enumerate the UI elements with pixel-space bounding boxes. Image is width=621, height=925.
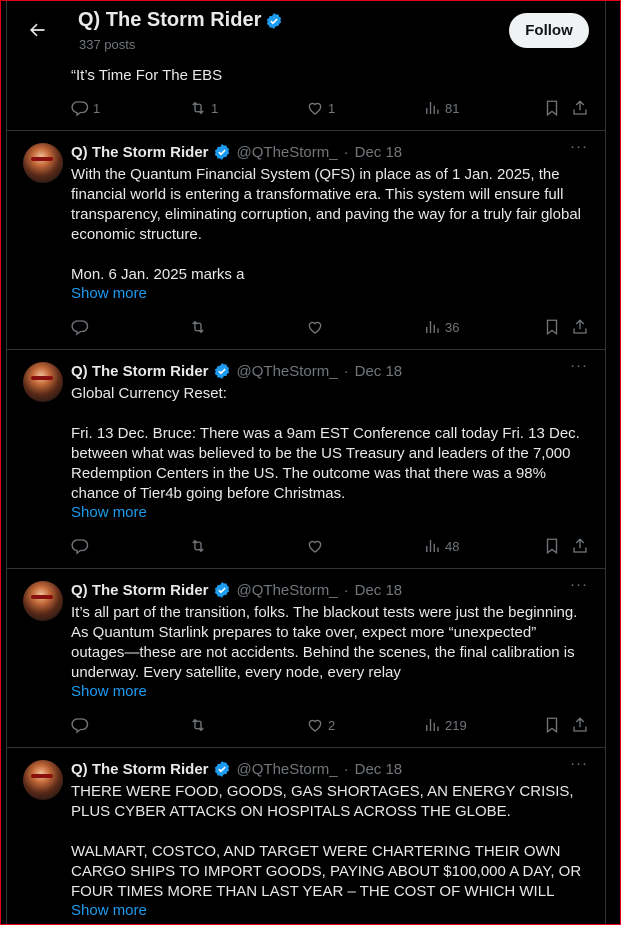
views-icon	[423, 318, 441, 336]
post[interactable]	[7, 748, 605, 925]
bookmark-icon	[543, 716, 561, 734]
separator-dot: ·	[343, 760, 349, 778]
author-name[interactable]: Q) The Storm Rider	[71, 143, 209, 161]
views-button[interactable]	[423, 536, 459, 556]
arrow-left-icon	[27, 20, 47, 40]
verified-badge-icon	[265, 12, 283, 30]
repost-icon	[189, 318, 207, 336]
post-actions	[71, 317, 589, 337]
reply-count: 1	[93, 100, 101, 116]
separator-dot: ·	[343, 581, 349, 599]
heart-icon	[306, 537, 324, 555]
like-count: 1	[328, 100, 336, 116]
more-options-icon[interactable]: ···	[570, 755, 588, 772]
post-date[interactable]: Dec 18	[354, 143, 403, 161]
show-more-link[interactable]: Show more	[71, 683, 147, 700]
views-count: 36	[445, 319, 460, 335]
like-button[interactable]	[306, 715, 335, 735]
post-meta	[71, 362, 402, 380]
author-name[interactable]: Q) The Storm Rider	[71, 760, 209, 778]
reply-button[interactable]	[71, 536, 93, 556]
avatar[interactable]	[23, 143, 63, 183]
views-icon	[423, 716, 441, 734]
views-button[interactable]	[423, 715, 467, 735]
avatar[interactable]	[23, 362, 63, 402]
verified-badge-icon	[213, 760, 231, 778]
bookmark-button[interactable]	[543, 98, 561, 118]
verified-badge-icon	[213, 143, 231, 161]
repost-icon	[189, 716, 207, 734]
views-icon	[423, 537, 441, 555]
post-count: 337 posts	[79, 37, 136, 52]
post-actions	[71, 715, 589, 735]
avatar[interactable]	[23, 581, 63, 621]
author-name[interactable]: Q) The Storm Rider	[71, 581, 209, 599]
author-name[interactable]: Q) The Storm Rider	[71, 362, 209, 380]
heart-icon	[306, 99, 324, 117]
like-button[interactable]	[306, 536, 328, 556]
bookmark-icon	[543, 99, 561, 117]
post[interactable]	[7, 131, 605, 350]
repost-count: 1	[211, 100, 219, 116]
share-icon	[571, 716, 589, 734]
repost-icon	[189, 537, 207, 555]
timeline-column	[6, 0, 606, 925]
reply-icon	[71, 537, 89, 555]
show-more-link[interactable]: Show more	[71, 285, 147, 302]
bookmark-icon	[543, 318, 561, 336]
repost-button[interactable]	[189, 98, 218, 118]
views-count: 48	[445, 538, 460, 554]
separator-dot: ·	[343, 143, 349, 161]
repost-button[interactable]	[189, 715, 211, 735]
author-handle[interactable]: @QTheStorm_	[236, 143, 338, 161]
views-count: 81	[445, 100, 460, 116]
post-date[interactable]: Dec 18	[354, 581, 403, 599]
bookmark-icon	[543, 537, 561, 555]
share-icon	[571, 318, 589, 336]
share-icon	[571, 99, 589, 117]
follow-button[interactable]: Follow	[509, 13, 589, 48]
post-meta	[71, 581, 402, 599]
post-meta	[71, 143, 402, 161]
heart-icon	[306, 318, 324, 336]
post-text: THERE WERE FOOD, GOODS, GAS SHORTAGES, AN ENERGY CRISIS, PLUS CYBER ATTACKS ON HOSPITALS ACROSS THE GLOBE. WALMART, COSTCO, AND TARGET WERE CHARTERING THEIR OWN CARGO SHIPS TO IMPORT GOODS, PAYING ABOUT $100,000 A DAY, OR FOUR TIMES MORE THAN LAST YEAR – THE COST OF WHICH WILL	[71, 783, 582, 900]
reply-button[interactable]	[71, 98, 100, 118]
bookmark-button[interactable]	[543, 536, 561, 556]
repost-button[interactable]	[189, 536, 211, 556]
views-button[interactable]	[423, 317, 459, 337]
like-button[interactable]	[306, 98, 335, 118]
post-text: It’s all part of the transition, folks. The blackout tests were just the beginning. As Quantum Starlink prepares to take over, expect more “unexpected” outages—these are not accidents. Behind the scenes, the final calibration is underway. Every satellite, every node, every relay	[71, 604, 581, 681]
author-handle[interactable]: @QTheStorm_	[236, 581, 338, 599]
show-more-link[interactable]: Show more	[71, 504, 147, 521]
author-handle[interactable]: @QTheStorm_	[236, 362, 338, 380]
post-text: Global Currency Reset: Fri. 13 Dec. Bruce: There was a 9am EST Conference call today Fri. 13 Dec. between what was believed to be the US Treasury and leaders of the 7,000 Redemption Centers in the US. The outcome was that there was a 98% chance of Tier4b going before Christmas.	[71, 385, 580, 502]
repost-icon	[189, 99, 207, 117]
views-icon	[423, 99, 441, 117]
bookmark-button[interactable]	[543, 715, 561, 735]
profile-name-text: Q) The Storm Rider	[78, 9, 262, 31]
like-button[interactable]	[306, 317, 328, 337]
post-date[interactable]: Dec 18	[354, 362, 403, 380]
more-options-icon[interactable]: ···	[570, 357, 588, 374]
reply-icon	[71, 99, 89, 117]
bookmark-button[interactable]	[543, 317, 561, 337]
post-actions	[71, 536, 589, 556]
reply-button[interactable]	[71, 715, 93, 735]
like-count: 2	[328, 717, 336, 733]
views-count: 219	[445, 717, 467, 733]
reply-icon	[71, 318, 89, 336]
share-button[interactable]	[571, 536, 589, 556]
verified-badge-icon	[213, 362, 231, 380]
avatar[interactable]	[23, 760, 63, 800]
reply-icon	[71, 716, 89, 734]
share-button[interactable]	[571, 715, 589, 735]
post-text: “It’s Time For The EBS	[71, 67, 223, 84]
more-options-icon[interactable]: ···	[570, 576, 588, 593]
profile-name	[78, 9, 283, 32]
post-actions	[71, 98, 589, 118]
post-meta	[71, 760, 402, 778]
reply-button[interactable]	[71, 317, 93, 337]
heart-icon	[306, 716, 324, 734]
post[interactable]	[7, 569, 605, 748]
share-button[interactable]	[571, 317, 589, 337]
share-icon	[571, 537, 589, 555]
show-more-link[interactable]: Show more	[71, 902, 147, 919]
share-button[interactable]	[571, 98, 589, 118]
more-options-icon[interactable]: ···	[570, 138, 588, 155]
repost-button[interactable]	[189, 317, 211, 337]
back-button[interactable]	[19, 12, 55, 48]
verified-badge-icon	[213, 581, 231, 599]
post-text: With the Quantum Financial System (QFS) in place as of 1 Jan. 2025, the financial world is entering a transformative era. This system will ensure full transparency, eliminating corruption, and paving the way for a truly fair global economic structure. Mon. 6 Jan. 2025 marks a	[71, 166, 581, 283]
profile-header	[7, 0, 605, 60]
author-handle[interactable]: @QTheStorm_	[236, 760, 338, 778]
post-date[interactable]: Dec 18	[354, 760, 403, 778]
separator-dot: ·	[343, 362, 349, 380]
views-button[interactable]	[423, 98, 459, 118]
post[interactable]	[7, 350, 605, 569]
